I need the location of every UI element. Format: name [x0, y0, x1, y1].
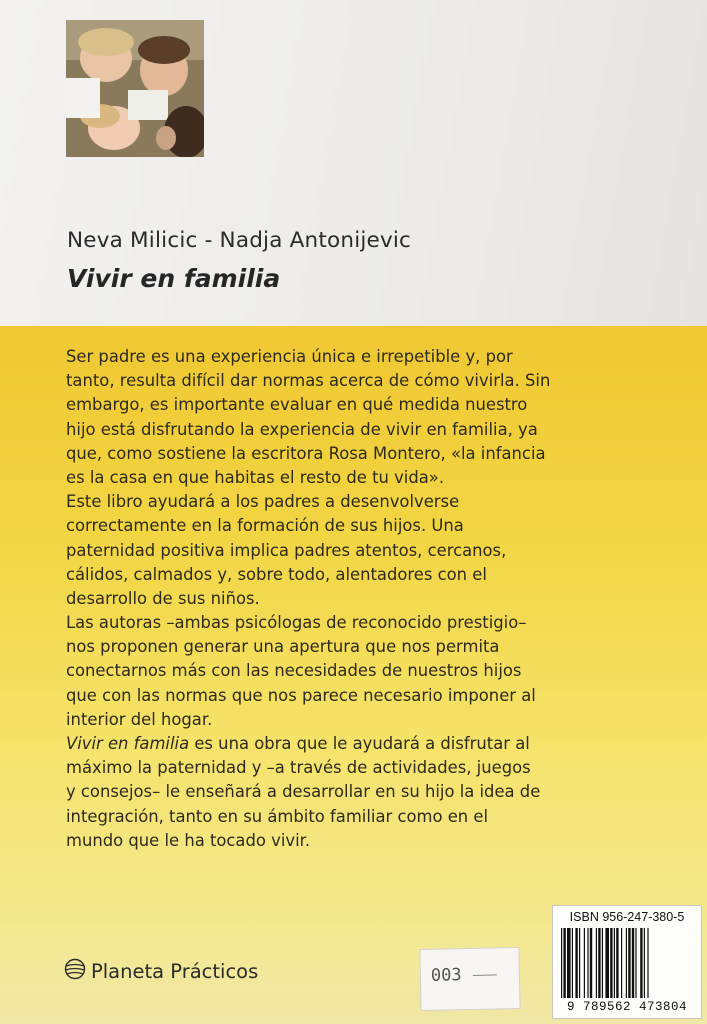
blurb-title-reference: Vivir en familia: [66, 734, 190, 753]
globe-icon: [64, 958, 86, 984]
barcode-bar: [590, 928, 592, 998]
blurb-line: nos proponen generar una apertura que nos permita: [66, 637, 500, 657]
barcode-bar: [587, 928, 588, 998]
ean-number: 9 789562 473804: [566, 1000, 688, 1014]
barcode-bar: [644, 928, 645, 998]
barcode-bar: [626, 928, 627, 998]
barcode-bar: [621, 928, 622, 998]
barcode-bar: [584, 928, 585, 998]
barcode-bar: [610, 928, 612, 998]
sticker-mark: [473, 974, 497, 976]
blurb-line: que con las normas que nos parece necesario imponer al: [66, 685, 536, 705]
barcode-label: [552, 905, 702, 1019]
barcode-bar: [561, 928, 562, 998]
barcode-bar: [632, 928, 634, 998]
barcode-bar: [628, 928, 630, 998]
blurb-line: que, como sostiene la escritora Rosa Montero, «la infancia: [66, 443, 546, 463]
blurb-line: correctamente en la formación de sus hijos. Una: [66, 516, 464, 536]
barcode-bar: [605, 928, 609, 998]
barcode-bar: [596, 928, 597, 998]
blurb-line: Las autoras –ambas psicólogas de reconocido prestigio–: [66, 613, 527, 633]
publisher-name: Planeta Prácticos: [91, 959, 259, 983]
barcode-bar: [567, 928, 571, 998]
blurb-line: es la casa en que habitas el resto de tu vida».: [66, 467, 445, 487]
blurb-line: máximo la paternidad y –a través de actividades, juegos: [66, 758, 531, 778]
barcode-bar: [616, 928, 618, 998]
barcode-bar: [563, 928, 565, 998]
blurb-line: embargo, es importante evaluar en qué medida nuestro: [66, 395, 528, 415]
barcode-bar: [575, 928, 577, 998]
publisher-logo: [64, 958, 258, 984]
barcode-bar: [635, 928, 636, 998]
blurb-line: integración, tanto en su ámbito familiar como en el: [66, 806, 489, 826]
sticker-code: 003: [430, 965, 462, 986]
barcode-bar: [614, 928, 615, 998]
blurb-line: tanto, resulta difícil dar normas acerca de cómo vivirla. Sin: [66, 371, 551, 391]
blurb-line: interior del hogar.: [66, 709, 213, 729]
cover-photo-children: [66, 20, 204, 157]
blurb-line: conectarnos más con las necesidades de nuestros hijos: [66, 661, 522, 681]
barcode-bar: [579, 928, 580, 998]
book-title: Vivir en familia: [67, 264, 281, 293]
blurb-line-italic-start: [66, 732, 536, 756]
blurb-line: Ser padre es una experiencia única e irrepetible y, por: [66, 347, 513, 366]
blurb-line: Este libro ayudará a los padres a desenvolverse: [66, 492, 460, 512]
barcode-bar: [647, 928, 648, 998]
blurb-line: hijo está disfrutando la experiencia de vivir en familia, ya: [66, 419, 538, 439]
blurb-line: mundo que le ha tocado vivir.: [66, 830, 311, 850]
blurb-line: desarrollo de sus niños.: [66, 588, 260, 608]
barcode-bar: [640, 928, 642, 998]
price-sticker: [419, 947, 520, 1011]
barcode-bar: [572, 928, 573, 998]
authors: Neva Milicic - Nadja Antonijevic: [67, 228, 412, 253]
isbn-number: ISBN 956-247-380-5: [569, 910, 685, 924]
blurb-line: paternidad positiva implica padres atentos, cercanos,: [66, 540, 507, 560]
barcode-bars: [561, 928, 693, 998]
blurb-line: cálidos, calmados y, sobre todo, alentadores con el: [66, 564, 487, 584]
barcode-bar: [602, 928, 603, 998]
barcode-bar: [598, 928, 600, 998]
blurb-line: y consejos– le enseñará a desarrollar en su hijo la idea de: [66, 782, 541, 802]
blurb-line-rest: es una obra que le ayudará a disfrutar al: [189, 734, 530, 753]
blurb-text: [66, 345, 551, 853]
